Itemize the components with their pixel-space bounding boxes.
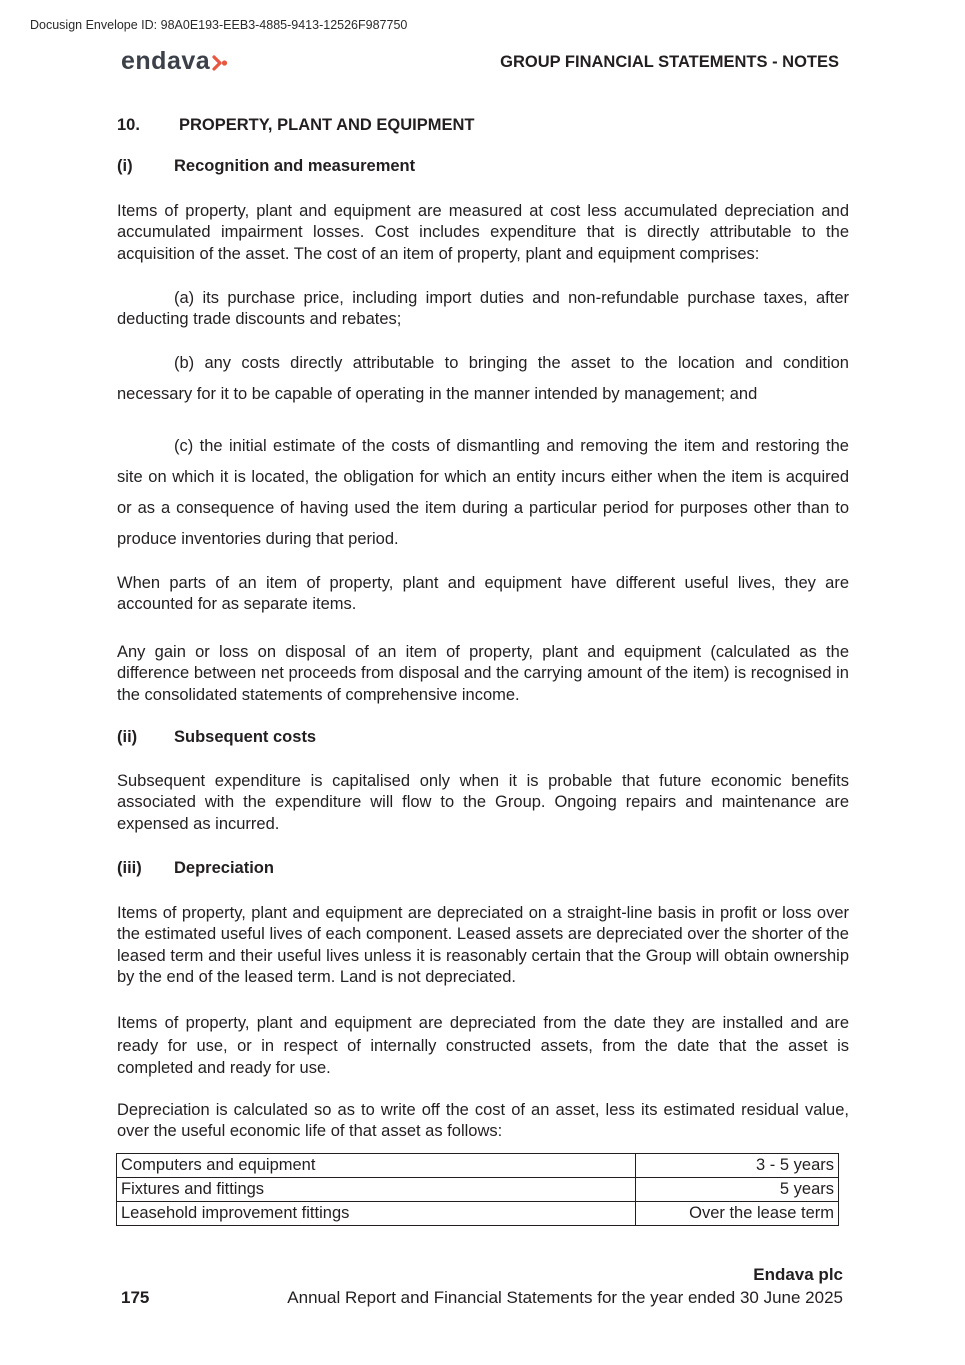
asset-cell: Leasehold improvement fittings (117, 1202, 636, 1226)
list-item-b: (b) any costs directly attributable to bringing the asset to the location and condition necessary for it to be capable of operating in the manner intended by management; and (117, 354, 849, 403)
logo-wordmark: endava (121, 47, 211, 75)
table-row (117, 1154, 839, 1178)
asset-cell: Computers and equipment (117, 1154, 636, 1178)
header-title: GROUP FINANCIAL STATEMENTS - NOTES (500, 53, 839, 71)
paragraph-parts: When parts of an item of property, plant and equipment have different useful lives, they are accounted for as separate items. (117, 574, 849, 614)
subsection-title: Depreciation (174, 859, 274, 877)
list-item-c: (c) the initial estimate of the costs of dismantling and removing the item and restoring the site on which it is located, the obligation for which an entity incurs either when the item is acquired or as a consequence of having used the item during a particular period for purposes other than to produce inventories during that period. (117, 437, 849, 548)
subsection-number: (iii) (117, 859, 142, 877)
table-row (117, 1202, 839, 1226)
subsection-title: Subsequent costs (174, 728, 317, 746)
asset-cell: Fixtures and fittings (117, 1178, 636, 1202)
page-number: 175 (121, 1288, 150, 1307)
paragraph-subsequent-costs: Subsequent expenditure is capitalised only when it is probable that future economic benefits associated with the expenditure will flow to the Group. Ongoing repairs and maintenance are expensed as incurred. (117, 772, 849, 833)
subsection-number: (ii) (117, 728, 138, 746)
envelope-id: Docusign Envelope ID: 98A0E193-EEB3-4885-9413-12526F987750 (30, 18, 408, 32)
paragraph-depreciation-start: Items of property, plant and equipment are depreciated from the date they are installed and are ready for use, or in respect of internally constructed assets, from the date that the asset is completed and ready for use. (117, 1014, 849, 1077)
subsection-heading-recognition (117, 157, 415, 176)
section-heading (117, 116, 475, 135)
paragraph-recognition: Items of property, plant and equipment are measured at cost less accumulated depreciation and accumulated impairment losses. Cost includes expenditure that is directly attributable to the acquisition of the asset. The cost of an item of property, plant and equipment comprises: (117, 202, 849, 263)
footer-company: Endava plc (753, 1265, 843, 1284)
useful-life-table (116, 1153, 839, 1226)
section-number: 10. (117, 116, 140, 134)
useful-life-cell: 5 years (636, 1178, 839, 1202)
paragraph-depreciation-calc: Depreciation is calculated so as to write off the cost of an asset, less its estimated residual value, over the useful economic life of that asset as follows: (117, 1101, 849, 1141)
logo-mark-icon (212, 54, 228, 72)
useful-life-cell: 3 - 5 years (636, 1154, 839, 1178)
list-item-a: (a) its purchase price, including import duties and non-refundable purchase taxes, after deducting trade discounts and rebates; (117, 289, 849, 329)
paragraph-disposal: Any gain or loss on disposal of an item of property, plant and equipment (calculated as the difference between net proceeds from disposal and the carrying amount of the item) is recognised in the consolidated statements of comprehensive income. (117, 643, 849, 704)
table-row (117, 1178, 839, 1202)
subsection-number: (i) (117, 157, 133, 175)
paragraph-depreciation-basis: Items of property, plant and equipment are depreciated on a straight-line basis in profit or loss over the estimated useful lives of each component. Leased assets are depreciated over the shorter of the leased term and their useful lives unless it is reasonably certain that the Group will obtain ownership by the end of the leased term. Land is not depreciated. (117, 904, 849, 986)
subsection-title: Recognition and measurement (174, 157, 416, 175)
subsection-heading-subsequent (117, 728, 316, 747)
section-title: PROPERTY, PLANT AND EQUIPMENT (179, 116, 475, 134)
useful-life-cell: Over the lease term (636, 1202, 839, 1226)
footer-report-title: Annual Report and Financial Statements for the year ended 30 June 2025 (287, 1288, 843, 1307)
subsection-heading-depreciation (117, 859, 274, 878)
endava-logo (121, 47, 228, 76)
